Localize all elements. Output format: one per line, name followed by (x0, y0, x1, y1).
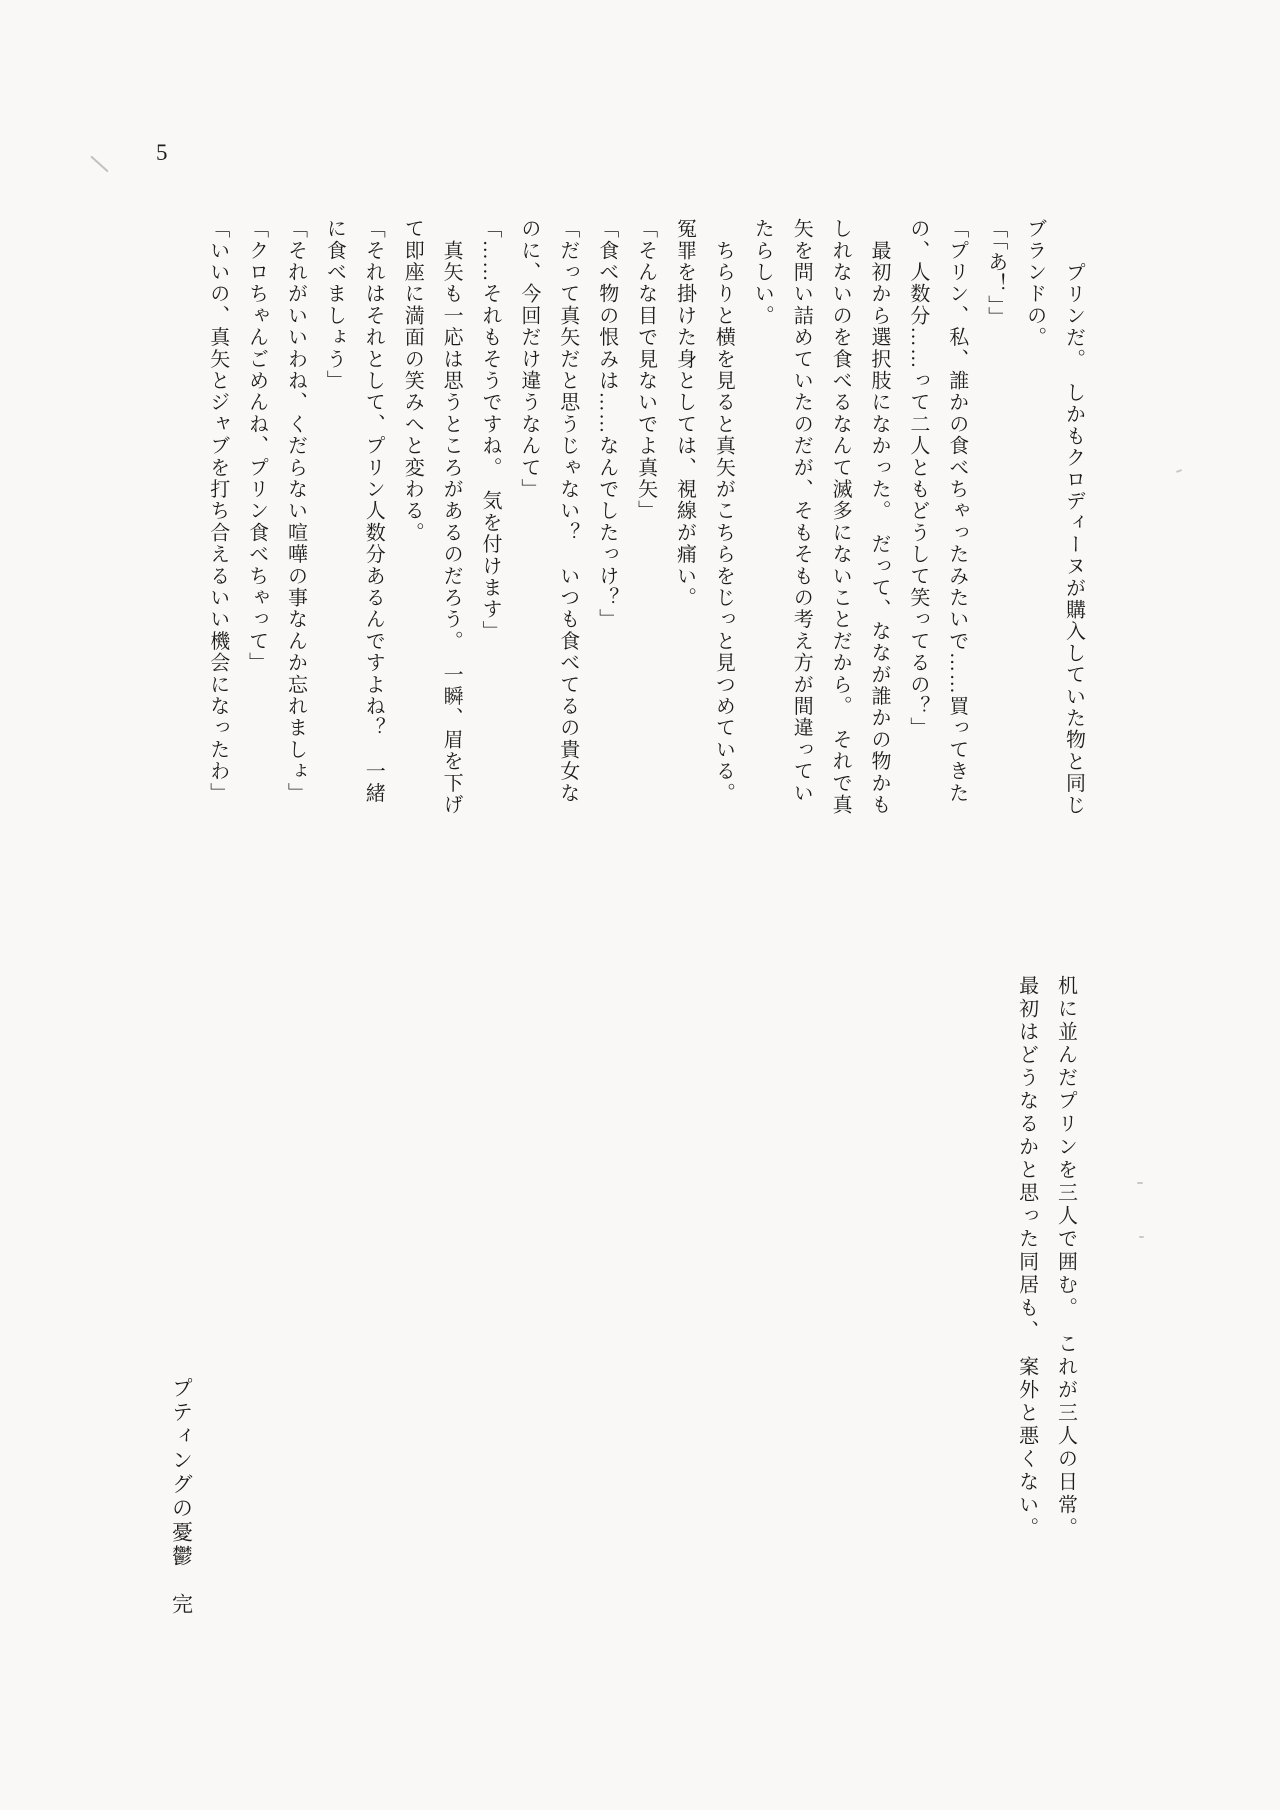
story-column: 矢を問い詰めていたのだが、そもそもの考え方が間違ってい (790, 218, 813, 804)
story-column: の、人数分……って二人ともどうして笑ってるの？」 (906, 218, 929, 739)
story-column: 最初から選択肢になかった。 だって、ななが誰かの物かも (868, 218, 890, 816)
story-column: 「だって真矢だと思うじゃない？ いつも食べてるの貴女な (556, 218, 579, 804)
story-column: 「食べ物の恨みは……なんでしたっけ？」 (595, 218, 618, 631)
story-column: に食べましょう」 (323, 218, 346, 392)
story-column: 「……それもそうですね。 気を付けます」 (479, 218, 501, 642)
scan-speck (1176, 469, 1182, 473)
story-column: しれないのを食べるなんて滅多にないことだから。 それで真 (829, 218, 852, 816)
story-column: 「いいの、真矢とジャブを打ち合えるいい機会になったわ」 (206, 218, 229, 804)
story-column: 「それがいいわね、くだらない喧嘩の事なんか忘れましょ」 (284, 218, 307, 804)
story-column: ちらりと横を見ると真矢がこちらをじっと見つめている。 (712, 218, 735, 804)
scan-speck (1137, 1182, 1143, 1184)
scan-speck (1139, 1236, 1144, 1238)
story-column: 真矢も一応は思うところがあるのだろう。 一瞬、眉を下げ (440, 218, 463, 816)
story-column: プリンだ。 しかもクロディーヌが購入していた物と同じ (1062, 240, 1085, 816)
story-title-and-end-mark: プティングの憂鬱 完 (169, 1377, 194, 1617)
story-column: て即座に満面の笑みへと変わる。 (401, 218, 424, 544)
story-column: 「それはそれとして、プリン人数分あるんですよね？ 一緒 (362, 218, 385, 804)
story-column: ブランドの。 (1023, 218, 1046, 349)
story-column: のに、今回だけ違うなんて」 (517, 218, 540, 501)
story-column: 「「あ！」」 (984, 218, 1007, 329)
closing-column: 最初はどうなるかと思った同居も、 案外と悪くない。 (1015, 975, 1038, 1540)
story-column: 「クロちゃんごめんね、プリン食べちゃって」 (245, 218, 268, 674)
closing-column: 机に並んだプリンを三人で囲む。 これが三人の日常。 (1054, 975, 1077, 1540)
page-number: 5 (156, 140, 168, 165)
story-column: 「プリン、私、誰かの食べちゃったみたいで……買ってきた (945, 218, 968, 804)
story-column: たらしい。 (751, 218, 774, 327)
scan-artifact-line (90, 156, 108, 173)
story-column: 冤罪を掛けた身としては、視線が痛い。 (673, 218, 696, 609)
story-column: 「そんな目で見ないでよ真矢」 (634, 218, 657, 522)
